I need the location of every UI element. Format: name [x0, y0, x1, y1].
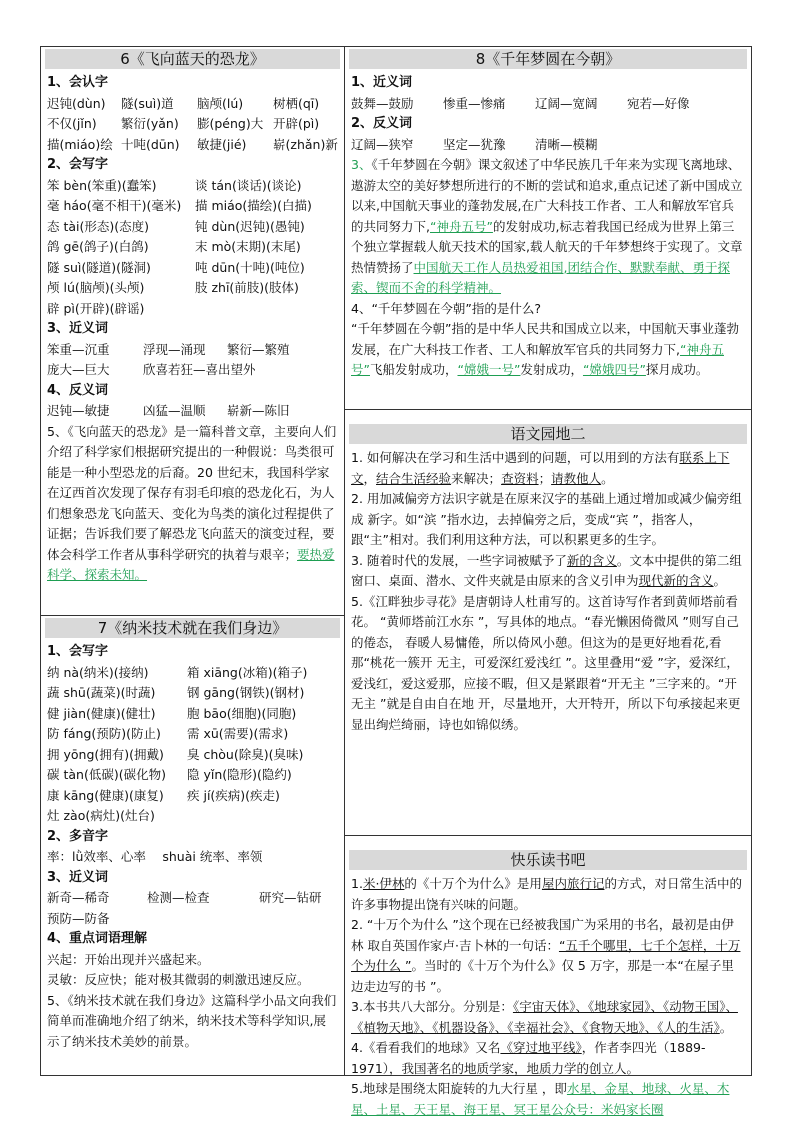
write-item: 笨 bèn(笨重)(蠢笨)	[47, 177, 157, 193]
text: 。	[713, 573, 727, 588]
antonym-row	[47, 401, 338, 422]
write-row	[47, 724, 338, 745]
pinyin-item: 隧(suì)道	[121, 95, 174, 111]
text: 。文本中提供的第二组窗口、桌面、潜水、文件夹就是由原来的含义引申为	[351, 552, 742, 588]
write-row	[47, 745, 338, 766]
text: 的方式，对日常生活中的许多事物提出饶有兴味的问题。	[351, 876, 742, 912]
method-research: 查资料	[501, 470, 539, 486]
pinyin-item: 十吨(dūn)	[121, 136, 180, 152]
book-parts: 《宇宙天体》、《地球家园》、《动物王国》、《植物天地》、《机器设备》、《幸福社会》、《食物天地》、《人的生活》	[351, 999, 738, 1035]
method-context: 联系上下文	[351, 450, 730, 486]
write-item: 箱 xiāng(冰箱)(箱子)	[187, 664, 308, 680]
lesson8-summary	[351, 155, 745, 299]
reading-item-4	[351, 1038, 745, 1079]
write-item: 钢 gāng(钢铁)(钢材)	[187, 685, 305, 700]
write-item: 辟 pì(开辟)(辟谣)	[47, 300, 145, 316]
pinyin-item: 不仅(jǐn)	[47, 116, 97, 131]
write-row	[47, 704, 338, 725]
synonym-row: 预防—防备	[47, 910, 110, 926]
pinyin-row	[47, 94, 338, 115]
synonym-item: 新奇—稀奇	[47, 890, 110, 905]
synonym-item: 笨重—沉重	[47, 341, 110, 357]
lesson8-summary-text: 《千年梦圆在今朝》课文叙述了中华民族几千年来为实现飞离地球、遨游太空的美好梦想所进行的不断的尝试和追求,重点记述了新中国成立以来,中国航天事业的蓬勃发展,在广大科技工作者、工人和解放军官兵的共同努力下,	[351, 157, 743, 234]
write-item: 毫 háo(毫不相干)(毫米)	[47, 198, 182, 213]
yuwen-item-5: 5.《江畔独步寻花》是唐朝诗人杜甫写的。这首诗写作者到黄师塔前看花。 “黄师塔前江水东 ”，写具体的地点。“春光懒困倚微风 ”则写自己的倦态， 春暖人易慵倦，所以倚风小憩。但这为的是更好地看花,看那“桃花一簇开 无主，可爱深红爱浅红 ”。这里叠用“爱 ”字，爱深红，爱浅红，爱这爱那，应接不暇，但又是紧跟着“开无主 ”三字来的。“开无主 ”就是自由自在地 开，尽量地开，大开特开，所以下句承接起来更显出绚烂绮丽，诗也如锦似绣。	[351, 593, 741, 732]
worksheet	[40, 46, 752, 1117]
text: 。当时的《十万个为什么》仅 5 万字，那是一本“在屋子里边走边写的书 ”。	[351, 958, 734, 994]
antonym-item: 坚定—犹豫	[443, 136, 506, 152]
method-ask: 请教他人	[551, 470, 602, 486]
lesson7-title: 7《纳米技术就在我们身边》	[45, 618, 340, 638]
write-item: 拥 yōng(拥有)(拥戴)	[47, 746, 164, 762]
write-item: 隐 yǐn(隐形)(隐约)	[187, 767, 292, 782]
lesson7-section	[41, 615, 344, 1075]
write-row	[47, 765, 338, 786]
antonym-item: 凶猛—温顺	[143, 403, 206, 418]
pinyin-item: 开辟(pì)	[273, 116, 320, 131]
synonym-item: 研究—钻研	[259, 890, 322, 905]
vocab-definition: 兴起：开始出现并兴盛起来。	[47, 951, 210, 967]
lesson8-section	[345, 47, 751, 409]
new-meaning: 新的含义	[566, 552, 617, 568]
write-row	[47, 663, 338, 684]
lesson6-summary	[47, 422, 338, 586]
pinyin-item: 脑颅(lú)	[197, 95, 244, 111]
write-row	[47, 196, 338, 217]
write-row	[47, 278, 338, 299]
lesson6-section	[41, 47, 344, 615]
write-row	[47, 217, 338, 238]
pinyin-item: 膨(péng)大	[197, 116, 264, 131]
write-item: 疾 jí(疾病)(疾走)	[187, 787, 280, 803]
write-item: 肢 zhī(前肢)(肢体)	[195, 280, 299, 295]
write-item: 态 tài(形态)(态度)	[47, 218, 150, 234]
write-item: 颅 lú(脑颅)(头颅)	[47, 280, 145, 295]
synonym-item: 辽阔—宽阔	[535, 95, 598, 111]
text: ，	[363, 470, 377, 486]
lesson6-summary-highlight: 要热爱科学、探索未知。	[47, 546, 335, 582]
text: 5.地球是围绕太阳旋转的九大行星 ，即	[351, 1081, 567, 1096]
change4-highlight: “嫦娥四号”	[582, 362, 646, 377]
happy-reading-title: 快乐读书吧	[349, 850, 747, 870]
antonym-item: 迟钝—敏捷	[47, 403, 110, 418]
synonym-item: 检测—检查	[147, 890, 210, 905]
write-item: 臭 chòu(除臭)(臭味)	[187, 746, 304, 762]
shenzhou5-highlight: “神舟五号”	[351, 341, 724, 377]
text: 2. “十万个为什么 ”这个现在已经被我国广为采用的书名，最初是由伊林 取自英国作家卢·吉卜林的一句话：	[351, 917, 734, 953]
text: 的《十万个为什么》是用	[404, 876, 542, 891]
write-row	[47, 683, 338, 704]
lesson6-write-heading: 2、会写字	[47, 157, 109, 172]
write-item: 需 xū(需要)(需求)	[187, 726, 289, 741]
write-item: 胞 bāo(细胞)(同胞)	[187, 705, 297, 721]
pinyin-row	[47, 135, 338, 156]
lesson8-antonym-heading: 2、反义词	[351, 116, 413, 131]
method-experience: 结合生活经验	[376, 470, 452, 486]
lesson7-summary: 5、《纳米技术就在我们身边》这篇科学小品文向我们简单而准确地介绍了纳米，纳米技术等科学知识,展示了纳米技术美妙的前景。	[47, 992, 337, 1049]
synonym-item: 繁衍—繁殖	[227, 341, 290, 357]
lesson8-summary-number: 3、	[351, 157, 372, 172]
lesson6-synonym-heading: 3、近义词	[47, 321, 109, 336]
reading-item-5	[351, 1079, 745, 1120]
pinyin-item: 迟钝(dùn)	[47, 95, 106, 111]
reading-item-1	[351, 874, 745, 915]
write-item: 纳 nà(纳米)(接纳)	[47, 664, 149, 680]
write-item: 鸽 gē(鸽子)(白鸽)	[47, 239, 149, 254]
synonym-item: 欣喜若狂—喜出望外	[143, 362, 256, 377]
text: 来解决；	[451, 470, 502, 486]
reading-item-2	[351, 915, 745, 997]
lesson8-summary-text: 的发射成功,标志着我国已经成为世界上第三个独立掌握载人航天技术的国家,载人航天的千年梦想终于实现了。文章热情赞扬了	[351, 218, 743, 275]
text: 3.本书共八大部分。分别是：	[351, 999, 513, 1014]
write-item: 蔬 shū(蔬菜)(时蔬)	[47, 685, 156, 700]
alt-title: 《穿过地平线》	[500, 1040, 582, 1055]
answer-text: 飞船发射成功，	[369, 362, 458, 377]
synonym-item: 鼓舞—鼓励	[351, 95, 414, 111]
write-item: 康 kāng(健康)(康复)	[47, 787, 164, 803]
indoor-travel: 屋内旅行记	[541, 876, 605, 891]
lesson7-synonym-heading: 3、近义词	[47, 869, 109, 885]
happy-reading-section	[345, 835, 751, 1117]
text: 。	[601, 470, 614, 486]
lesson6-recognize-heading: 1、会认字	[47, 75, 109, 90]
yuwen-item-2: 2. 用加减偏旁方法识字就是在原来汉字的基础上通过增加或减少偏旁组成 新字。如“滨 ”指水边，去掉偏旁之后，变成“宾 ”，指客人，跟“主”相对。我们利用这种方法，可以积累更多的生字。	[351, 491, 742, 547]
right-column	[345, 47, 751, 1117]
lesson6-summary-text: 5、《飞向蓝天的恐龙》是一篇科普文章，主要向人们介绍了科学家们根据研究提出的一种假说：鸟类很可能是一种小型恐龙的后裔。20 世纪末，我国科学家在辽西首次发现了保存有羽毛印痕的恐龙化石，为人们想象恐龙飞向蓝天、变化为鸟类的演化过程提供了证据；告诉我们要了解恐龙飞向蓝天的演变过程，要体会科学工作者从事科学研究的执着与艰辛；	[47, 423, 337, 562]
synonym-item: 浮现—涌现	[143, 341, 206, 357]
left-column	[41, 47, 345, 1075]
write-item: 末 mò(末期)(末尾)	[195, 239, 301, 254]
write-row	[47, 258, 338, 279]
antonym-item: 辽阔—狭窄	[351, 136, 414, 152]
write-row	[47, 806, 338, 827]
lesson8-question: 4、“千年梦圆在今朝”指的是什么?	[351, 300, 542, 316]
pinyin-row	[47, 114, 338, 135]
shenzhou5-highlight: “神舟五号”	[429, 218, 493, 234]
pinyin-item: 树栖(qī)	[273, 95, 320, 111]
pinyin-item: 崭(zhǎn)新	[273, 136, 338, 152]
text: 。	[719, 1019, 733, 1035]
write-row	[47, 786, 338, 807]
lesson6-title: 6《飞向蓝天的恐龙》	[45, 49, 340, 69]
change1-highlight: “嫦娥一号”	[457, 362, 521, 377]
write-row	[47, 176, 338, 197]
lesson7-write-heading: 1、会写字	[47, 644, 109, 659]
kipling-quote: “五千个哪里，七千个怎样，十万个为什么 ”	[351, 937, 741, 973]
text: 1. 如何解决在学习和生活中遇到的问题，可以用到的方法有	[351, 450, 680, 465]
vocab-definition: 灵敏：反应快；能对极其微弱的刺激迅速反应。	[47, 972, 310, 987]
write-item: 防 fáng(预防)(防止)	[47, 726, 161, 741]
lesson8-synonym-heading: 1、近义词	[351, 75, 413, 90]
lesson7-polyphone-heading: 2、多音字	[47, 828, 109, 844]
yuwen-garden-title: 语文园地二	[349, 424, 747, 444]
antonym-item: 清晰—模糊	[535, 136, 598, 152]
write-row	[47, 237, 338, 258]
write-item: 描 miáo(描绘)(白描)	[195, 198, 312, 213]
synonym-row	[47, 888, 338, 909]
pinyin-item: 描(miáo)绘	[47, 136, 113, 152]
lesson7-vocab-heading: 4、重点词语理解	[47, 931, 148, 946]
spirit-highlight: 中国航天工作人员热爱祖国,团结合作、默默奉献、勇于探索、锲而不舍的科学精神。	[351, 259, 730, 295]
write-item: 谈 tán(谈话)(谈论)	[195, 177, 302, 193]
answer-text: 探月成功。	[645, 362, 709, 377]
answer-text: 发射成功，	[520, 362, 583, 377]
text: 3. 随着时代的发展，一些字词被赋予了	[351, 552, 567, 568]
write-item: 灶 zào(病灶)(灶台)	[47, 808, 155, 823]
write-item: 健 jiàn(健康)(健壮)	[47, 705, 156, 721]
synonym-item: 宛若—好像	[627, 95, 690, 111]
synonym-row	[351, 94, 745, 115]
synonym-row	[47, 340, 338, 361]
yuwen-garden-section	[345, 409, 751, 835]
answer-text: “千年梦圆在今朝”指的是中华人民共和国成立以来，中国航天事业蓬勃发展，在广大科技工作者、工人和解放军官兵的共同努力下,	[351, 321, 739, 357]
synonym-item: 惨重—惨痛	[443, 95, 506, 111]
lesson8-answer	[351, 319, 745, 381]
author-ilin: 米·伊林	[362, 876, 405, 891]
write-item: 碳 tàn(低碳)(碳化物)	[47, 767, 166, 782]
text: ；	[538, 470, 552, 486]
pinyin-item: 繁衍(yǎn)	[121, 116, 179, 131]
write-item: 隧 suì(隧道)(隧洞)	[47, 259, 151, 275]
reading-item-3	[351, 997, 745, 1038]
modern-meaning: 现代新的含义	[638, 573, 714, 588]
synonym-item: 庞大—巨大	[47, 362, 110, 377]
antonym-row	[351, 135, 745, 156]
antonym-item: 崭新—陈旧	[227, 403, 290, 418]
yuwen-item-3	[351, 551, 745, 592]
pinyin-item: 敏捷(jié)	[197, 136, 247, 152]
write-row	[47, 299, 338, 320]
write-item: 吨 dūn(十吨)(吨位)	[195, 259, 305, 275]
polyphone-line: 率：lǜ效率、心率 shuài 统率、率领	[47, 849, 263, 864]
write-item: 钝 dùn(迟钝)(愚钝)	[195, 218, 305, 234]
planets-highlight: 水星、金星、地球、火星、木星、土星、天王星、海王星、冥王星公众号：米妈家长圈	[351, 1081, 730, 1117]
lesson8-title: 8《千年梦圆在今朝》	[349, 49, 747, 69]
lesson6-antonym-heading: 4、反义词	[47, 382, 109, 398]
yuwen-item-1	[351, 448, 745, 489]
synonym-row	[47, 360, 338, 381]
text: ，作者李四光（1889-1971），我国著名的地质学家，地质力学的创立人。	[351, 1040, 706, 1076]
text: 4.《看看我们的地球》又名	[351, 1040, 501, 1055]
text: 1.	[351, 876, 363, 891]
